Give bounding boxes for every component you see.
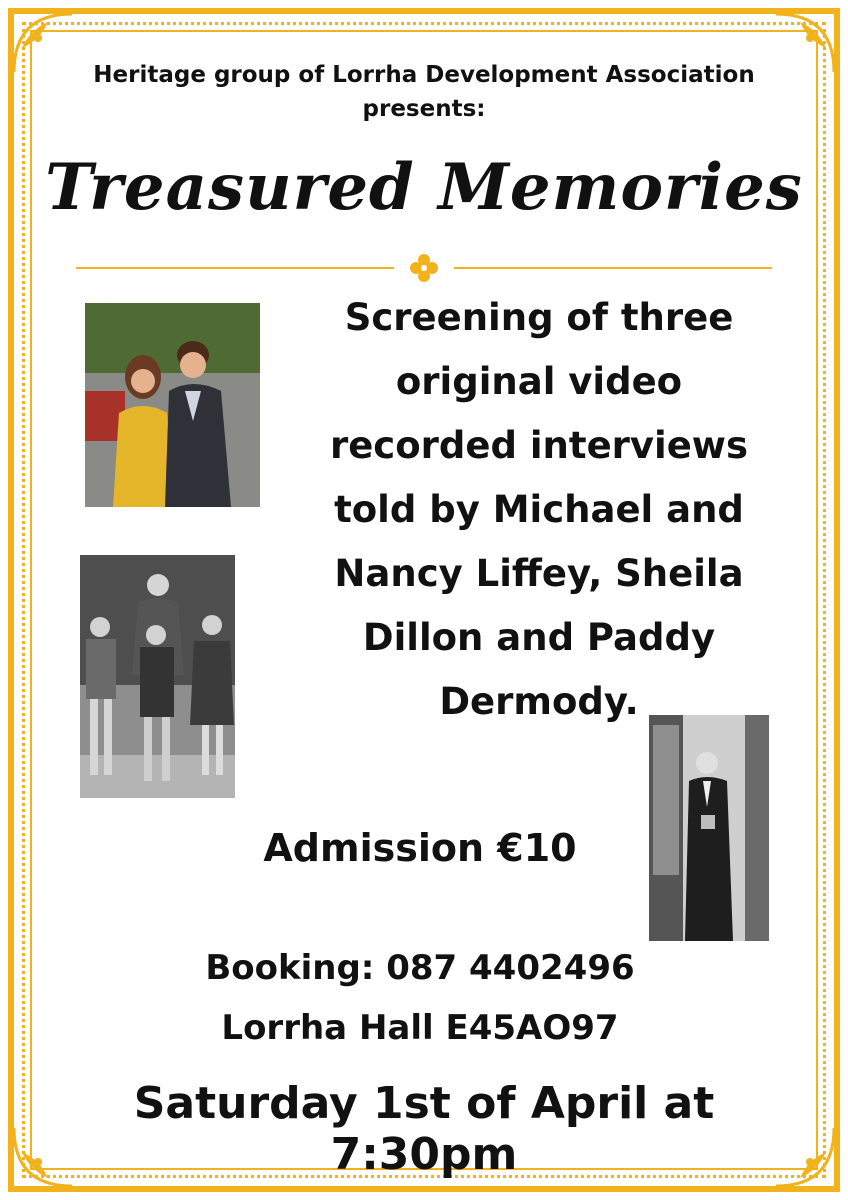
presenter-line-2: presents:	[362, 96, 486, 122]
photo-children	[80, 555, 235, 798]
photo-couple	[85, 303, 260, 507]
booking-phone: Booking: 087 4402496	[205, 948, 635, 988]
admission-price: Admission €10	[263, 826, 577, 870]
presenter-line-1: Heritage group of Lorrha Development Association	[93, 62, 755, 88]
venue-address: Lorrha Hall E45AO97	[221, 1008, 619, 1048]
photo-man-trophy	[649, 715, 769, 941]
presenter-text	[40, 58, 808, 126]
title-divider	[76, 254, 772, 282]
flower-ornament-icon	[410, 254, 438, 282]
event-date: Saturday 1st of April at 7:30pm	[133, 1078, 715, 1180]
poster-title: Treasured Memories	[45, 150, 803, 225]
screening-description: Screening of three original video recorded interviews told by Michael and Nancy Liffey, Sheila Dillon and Paddy Dermody.	[329, 296, 749, 723]
